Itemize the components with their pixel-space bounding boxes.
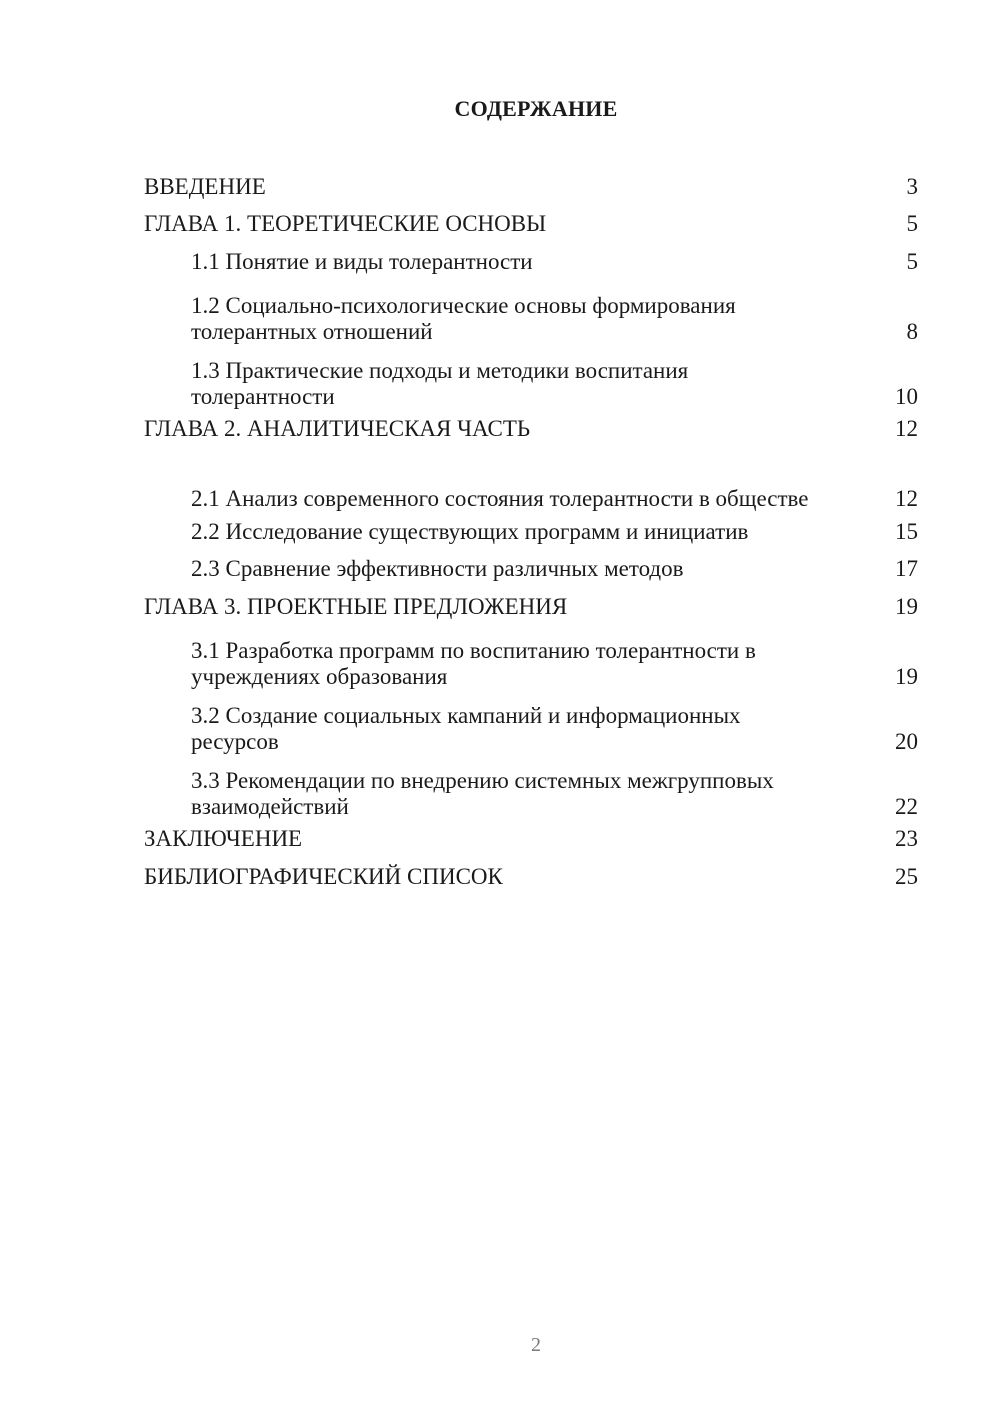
toc-entry-page: 17 bbox=[895, 556, 918, 582]
toc-entry-label: 1.2 Социально-психологические основы формирования толерантных отношений bbox=[191, 292, 736, 344]
toc-entry-page: 10 bbox=[895, 383, 918, 409]
toc-entry-label: 3.2 Создание социальных кампаний и информационных ресурсов bbox=[191, 702, 741, 754]
toc-entry-chapter-2 bbox=[144, 411, 918, 449]
toc-entry-label: 1.3 Практические подходы и методики воспитания толерантности bbox=[191, 357, 689, 409]
toc-entry-section-2-1 bbox=[144, 448, 918, 513]
toc-entry-label: 2.2 Исследование существующих программ и инициатив bbox=[191, 518, 749, 544]
toc-entry-label: 3.1 Разработка программ по воспитанию толерантности в учреждениях образования bbox=[191, 637, 756, 689]
toc-entry-chapter-3 bbox=[144, 588, 918, 626]
page-number: 2 bbox=[531, 1334, 541, 1356]
toc-entry-page: 20 bbox=[895, 728, 918, 754]
toc-entry-chapter-1 bbox=[144, 206, 918, 244]
toc-title: СОДЕРЖАНИЕ bbox=[454, 96, 618, 121]
toc-entry-section-3-2 bbox=[144, 691, 918, 756]
toc-entry-section-1-1 bbox=[144, 243, 918, 281]
toc-entry-section-3-3 bbox=[144, 756, 918, 821]
toc-entry-page: 5 bbox=[906, 211, 918, 237]
toc-entry-label: ГЛАВА 3. ПРОЕКТНЫЕ ПРЕДЛОЖЕНИЯ bbox=[144, 593, 568, 619]
toc-entry-section-2-3 bbox=[144, 551, 918, 589]
toc-entry-page: 5 bbox=[906, 248, 918, 274]
toc-entry-page: 19 bbox=[895, 663, 918, 689]
toc-entry-page: 19 bbox=[895, 593, 918, 619]
toc-entry-page: 12 bbox=[895, 486, 918, 511]
toc-entry-page: 22 bbox=[895, 793, 918, 819]
toc-entry-label: ЗАКЛЮЧЕНИЕ bbox=[144, 826, 303, 852]
toc-entry-label: 3.3 Рекомендации по внедрению системных межгрупповых взаимодействий bbox=[191, 767, 774, 819]
toc-entry-section-3-1 bbox=[144, 626, 918, 691]
toc-entry-label: ВВЕДЕНИЕ bbox=[144, 173, 266, 199]
toc-entry-page: 8 bbox=[906, 318, 918, 344]
toc-entry-section-1-2 bbox=[144, 281, 918, 346]
toc-entry-label: ГЛАВА 2. АНАЛИТИЧЕСКАЯ ЧАСТЬ bbox=[144, 416, 531, 442]
toc-entry-page: 23 bbox=[895, 826, 918, 852]
toc-entry-section-2-2 bbox=[144, 513, 918, 551]
toc-entry-label: БИБЛИОГРАФИЧЕСКИЙ СПИСОК bbox=[144, 863, 503, 889]
toc-entry-page: 15 bbox=[895, 518, 918, 544]
toc-entry-introduction bbox=[144, 168, 918, 206]
toc-entry-section-1-3 bbox=[144, 346, 918, 411]
toc-entry-label: 2.3 Сравнение эффективности различных методов bbox=[191, 556, 684, 582]
toc-entry-conclusion bbox=[144, 821, 918, 859]
table-of-contents bbox=[144, 168, 918, 896]
toc-entry-label: 1.1 Понятие и виды толерантности bbox=[191, 248, 533, 274]
toc-entry-label: ГЛАВА 1. ТЕОРЕТИЧЕСКИЕ ОСНОВЫ bbox=[144, 211, 547, 237]
toc-entry-page: 25 bbox=[895, 863, 918, 889]
toc-entry-page: 12 bbox=[895, 416, 918, 442]
toc-entry-bibliography bbox=[144, 858, 918, 896]
toc-entry-label: 2.1 Анализ современного состояния толерантности в обществе bbox=[191, 486, 809, 511]
toc-entry-page: 3 bbox=[906, 173, 918, 199]
